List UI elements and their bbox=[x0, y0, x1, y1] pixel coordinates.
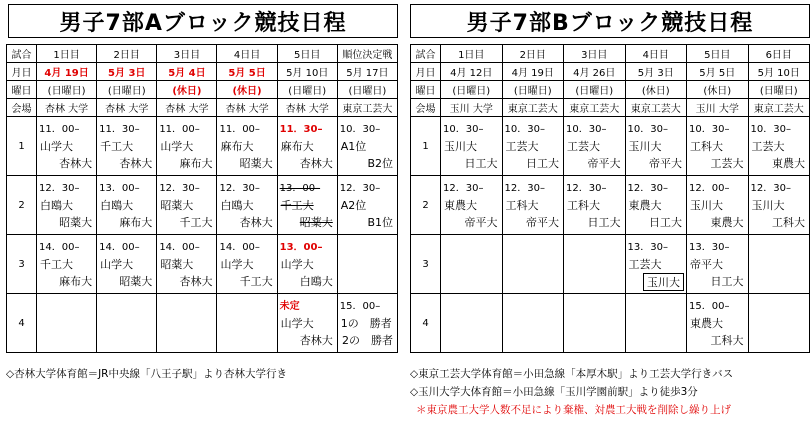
match-cell bbox=[37, 235, 97, 294]
match-time: 13．00– bbox=[279, 183, 321, 194]
header-cell: 5月 3日 bbox=[625, 63, 687, 81]
match-time: 14．00– bbox=[39, 242, 80, 253]
team-a: 玉川大 bbox=[444, 140, 477, 153]
match-time: 12．30– bbox=[39, 183, 80, 194]
team-a: 麻布大 bbox=[220, 140, 254, 153]
match-time: 11．00– bbox=[39, 124, 80, 135]
match-cell-content bbox=[97, 235, 156, 293]
header-cell: 玉川 大学 bbox=[441, 99, 503, 117]
match-time: 未定 bbox=[279, 301, 300, 312]
team-b: 日工大 bbox=[587, 216, 621, 229]
header-cell: (日曜日) bbox=[37, 81, 97, 99]
match-time: 15．00– bbox=[689, 301, 730, 312]
match-cell bbox=[687, 294, 749, 353]
match-cell-content bbox=[217, 294, 276, 352]
match-cell bbox=[502, 235, 564, 294]
team-a: 玉川大 bbox=[628, 140, 662, 153]
match-cell bbox=[564, 235, 626, 294]
match-cell-content bbox=[278, 117, 337, 175]
match-cell bbox=[337, 235, 397, 294]
match-cell-content bbox=[157, 235, 216, 293]
header-cell: 杏林 大学 bbox=[97, 99, 157, 117]
match-time: 10．30– bbox=[750, 124, 791, 135]
team-b: 帝平大 bbox=[587, 157, 621, 170]
match-cell-content bbox=[441, 235, 502, 293]
block-a-title: 男子7部Aブロック競技日程 bbox=[8, 4, 398, 38]
team-b: 2の 勝者 bbox=[342, 334, 393, 347]
header-cell: (日曜日) bbox=[502, 81, 564, 99]
match-number: 4 bbox=[411, 294, 441, 353]
team-b: 杏林大 bbox=[59, 157, 93, 170]
match-time: 15．00– bbox=[339, 301, 381, 312]
match-time: 13．30– bbox=[689, 242, 730, 253]
match-cell bbox=[97, 235, 157, 294]
row-label: 月日 bbox=[7, 63, 37, 81]
match-row bbox=[411, 235, 810, 294]
team-b: B1位 bbox=[367, 216, 393, 229]
team-a: 山学大 bbox=[280, 258, 314, 271]
match-time: 12．30– bbox=[159, 183, 200, 194]
team-b: 玉川大 bbox=[643, 273, 684, 291]
match-time: 12．30– bbox=[627, 183, 668, 194]
header-cell: (休日) bbox=[687, 81, 749, 99]
team-b: 昭薬大 bbox=[299, 216, 333, 229]
team-b: 帝平大 bbox=[649, 157, 682, 170]
team-a: A2位 bbox=[340, 199, 367, 212]
match-cell-content bbox=[626, 235, 687, 293]
block-b-note-2: ◇玉川大学大体育館＝小田急線「玉川学園前駅」より徒歩3分 bbox=[410, 386, 698, 398]
team-b: 昭薬大 bbox=[239, 157, 273, 170]
header-cell: 5日目 bbox=[277, 45, 337, 63]
match-cell bbox=[441, 117, 503, 176]
match-cell bbox=[97, 294, 157, 353]
row-label: 試合 bbox=[7, 45, 37, 63]
match-cell-content bbox=[564, 235, 625, 293]
match-cell-content bbox=[749, 176, 810, 234]
team-a: 東農大 bbox=[628, 199, 662, 212]
team-a: 工芸大 bbox=[751, 140, 785, 153]
match-cell bbox=[337, 176, 397, 235]
team-b: 工科大 bbox=[772, 216, 805, 229]
match-number: 1 bbox=[7, 117, 37, 176]
weekday-header-row bbox=[411, 81, 810, 99]
row-label: 曜日 bbox=[411, 81, 441, 99]
match-cell-content bbox=[278, 235, 337, 293]
header-cell: 1日目 bbox=[441, 45, 503, 63]
header-cell: 4日目 bbox=[217, 45, 277, 63]
header-cell: 順位決定戦 bbox=[337, 45, 397, 63]
match-time: 10．30– bbox=[627, 124, 668, 135]
header-cell: 5月 10日 bbox=[277, 63, 337, 81]
header-cell: 6日目 bbox=[748, 45, 810, 63]
block-b bbox=[406, 0, 812, 428]
header-cell: 5月 4日 bbox=[157, 63, 217, 81]
match-number: 4 bbox=[7, 294, 37, 353]
match-cell bbox=[748, 235, 810, 294]
team-b: 麻布大 bbox=[119, 216, 153, 229]
team-a: 千工大 bbox=[100, 140, 134, 153]
header-cell: 杏林 大学 bbox=[277, 99, 337, 117]
match-cell bbox=[441, 294, 503, 353]
match-cell-content bbox=[564, 294, 625, 352]
team-b: 日工大 bbox=[526, 157, 559, 170]
header-cell: 杏林 大学 bbox=[37, 99, 97, 117]
header-cell: 東京工芸大 bbox=[502, 99, 564, 117]
block-a bbox=[0, 0, 400, 428]
header-cell: (日曜日) bbox=[277, 81, 337, 99]
team-a: 白鴎大 bbox=[220, 199, 254, 212]
header-cell: 4月 19日 bbox=[37, 63, 97, 81]
header-cell: (休日) bbox=[625, 81, 687, 99]
team-a: 帝平大 bbox=[690, 258, 723, 271]
match-time: 12．30– bbox=[219, 183, 260, 194]
match-cell-content bbox=[441, 294, 502, 352]
match-row bbox=[411, 176, 810, 235]
match-cell-content bbox=[626, 176, 687, 234]
match-cell-content bbox=[278, 294, 337, 352]
match-cell bbox=[217, 176, 277, 235]
match-time: 11．00– bbox=[219, 124, 260, 135]
match-cell bbox=[564, 294, 626, 353]
team-a: A1位 bbox=[340, 140, 367, 153]
header-cell: 4日目 bbox=[625, 45, 687, 63]
match-cell-content bbox=[503, 117, 564, 175]
block-b-schedule-table bbox=[410, 44, 810, 353]
team-b: 杏林大 bbox=[299, 157, 333, 170]
match-cell bbox=[564, 117, 626, 176]
team-a: 工芸大 bbox=[505, 140, 539, 153]
header-cell: (日曜日) bbox=[441, 81, 503, 99]
match-cell bbox=[37, 176, 97, 235]
team-b: 帝平大 bbox=[526, 216, 559, 229]
match-row bbox=[411, 117, 810, 176]
match-cell-content bbox=[687, 294, 748, 352]
team-a: 玉川大 bbox=[690, 199, 723, 212]
header-cell: (休日) bbox=[217, 81, 277, 99]
match-number: 3 bbox=[7, 235, 37, 294]
team-b: 東農大 bbox=[772, 157, 805, 170]
match-cell-content bbox=[97, 176, 156, 234]
block-a-note: ◇杏林大学体育館＝JR中央線「八王子駅」より杏林大学行き bbox=[6, 368, 287, 380]
header-cell: 4月 26日 bbox=[564, 63, 626, 81]
match-cell-content bbox=[278, 176, 337, 234]
match-cell bbox=[337, 294, 397, 353]
match-cell-content bbox=[157, 117, 216, 175]
match-cell-content bbox=[441, 117, 502, 175]
block-b-title: 男子7部Bブロック競技日程 bbox=[410, 4, 810, 38]
team-a: 工科大 bbox=[690, 140, 723, 153]
team-a: 玉川大 bbox=[751, 199, 785, 212]
match-time: 14．00– bbox=[159, 242, 200, 253]
match-row bbox=[7, 294, 398, 353]
venue-header-row bbox=[411, 99, 810, 117]
block-a-schedule-table bbox=[6, 44, 398, 353]
match-time: 13．30– bbox=[627, 242, 668, 253]
team-b: 日工大 bbox=[464, 157, 498, 170]
header-cell: (日曜日) bbox=[748, 81, 810, 99]
header-cell: 5月 5日 bbox=[687, 63, 749, 81]
match-cell-content bbox=[37, 294, 96, 352]
match-cell-content bbox=[157, 294, 216, 352]
team-a: 工芸大 bbox=[567, 140, 600, 153]
team-a: 工科大 bbox=[567, 199, 600, 212]
match-cell-content bbox=[338, 294, 397, 352]
header-cell: 4月 12日 bbox=[441, 63, 503, 81]
match-cell-content bbox=[626, 294, 687, 352]
header-cell: 東京工芸大 bbox=[564, 99, 626, 117]
match-cell bbox=[687, 117, 749, 176]
date-header-row bbox=[7, 63, 398, 81]
team-a: 山学大 bbox=[280, 317, 314, 330]
row-label: 試合 bbox=[411, 45, 441, 63]
team-b: 杏林大 bbox=[179, 275, 213, 288]
header-cell: 5月 3日 bbox=[97, 63, 157, 81]
match-cell-content bbox=[687, 235, 748, 293]
match-cell bbox=[277, 294, 337, 353]
team-a: 東農大 bbox=[690, 317, 723, 330]
row-label: 会場 bbox=[411, 99, 441, 117]
match-cell-content bbox=[338, 176, 397, 234]
match-cell bbox=[748, 176, 810, 235]
match-time: 12．00– bbox=[689, 183, 730, 194]
header-cell: 5日目 bbox=[687, 45, 749, 63]
match-time: 10．30– bbox=[504, 124, 545, 135]
team-b: 日工大 bbox=[649, 216, 682, 229]
header-cell: 3日目 bbox=[564, 45, 626, 63]
match-cell bbox=[625, 117, 687, 176]
match-header-row bbox=[7, 45, 398, 63]
venue-header-row bbox=[7, 99, 398, 117]
header-cell: 4月 19日 bbox=[502, 63, 564, 81]
match-cell bbox=[217, 294, 277, 353]
match-cell-content bbox=[97, 117, 156, 175]
match-cell bbox=[157, 235, 217, 294]
match-cell bbox=[97, 176, 157, 235]
team-b: 帝平大 bbox=[464, 216, 498, 229]
match-cell-content bbox=[503, 294, 564, 352]
match-time: 13．00– bbox=[99, 183, 140, 194]
match-cell bbox=[625, 176, 687, 235]
match-cell bbox=[748, 294, 810, 353]
match-cell bbox=[441, 176, 503, 235]
match-time: 12．30– bbox=[750, 183, 791, 194]
match-cell bbox=[564, 176, 626, 235]
match-cell-content bbox=[564, 176, 625, 234]
match-cell-content bbox=[749, 294, 810, 352]
match-cell-content bbox=[338, 235, 397, 293]
match-cell bbox=[625, 294, 687, 353]
match-cell-content bbox=[503, 176, 564, 234]
header-cell: (日曜日) bbox=[337, 81, 397, 99]
match-row bbox=[411, 294, 810, 353]
match-cell-content bbox=[564, 117, 625, 175]
team-b: 工芸大 bbox=[710, 157, 744, 170]
header-cell: 5月 17日 bbox=[337, 63, 397, 81]
match-time: 10．30– bbox=[339, 124, 381, 135]
block-b-note-1: ◇東京工芸大学体育館＝小田急線「本厚木駅」より工芸大学行きバス bbox=[410, 368, 734, 380]
team-a: 工芸大 bbox=[628, 258, 662, 271]
match-time: 12．30– bbox=[566, 183, 607, 194]
team-a: 千工大 bbox=[40, 258, 73, 271]
match-cell bbox=[502, 117, 564, 176]
team-b: 麻布大 bbox=[179, 157, 213, 170]
header-cell: 1日目 bbox=[37, 45, 97, 63]
team-a: 1の 勝者 bbox=[340, 317, 392, 330]
team-a: 山学大 bbox=[160, 140, 194, 153]
match-time: 12．30– bbox=[443, 183, 484, 194]
team-a: 白鴎大 bbox=[100, 199, 134, 212]
team-a: 麻布大 bbox=[280, 140, 314, 153]
match-cell bbox=[37, 294, 97, 353]
header-cell: (休日) bbox=[157, 81, 217, 99]
match-time: 13．00– bbox=[279, 242, 323, 253]
team-b: 千工大 bbox=[179, 216, 213, 229]
match-cell bbox=[748, 117, 810, 176]
match-row bbox=[7, 235, 398, 294]
match-cell-content bbox=[626, 117, 687, 175]
match-number: 3 bbox=[411, 235, 441, 294]
match-row bbox=[7, 176, 398, 235]
header-cell: 杏林 大学 bbox=[157, 99, 217, 117]
match-cell bbox=[157, 176, 217, 235]
match-time: 12．30– bbox=[339, 183, 381, 194]
header-cell: 2日目 bbox=[97, 45, 157, 63]
match-cell-content bbox=[217, 176, 276, 234]
team-b: B2位 bbox=[367, 157, 393, 170]
match-cell bbox=[157, 294, 217, 353]
match-time: 11．30– bbox=[99, 124, 140, 135]
match-number: 2 bbox=[7, 176, 37, 235]
weekday-header-row bbox=[7, 81, 398, 99]
match-cell-content bbox=[749, 117, 810, 175]
match-cell-content bbox=[217, 117, 276, 175]
team-a: 工科大 bbox=[505, 199, 539, 212]
team-b: 昭薬大 bbox=[119, 275, 153, 288]
header-cell: 杏林 大学 bbox=[217, 99, 277, 117]
match-cell-content bbox=[157, 176, 216, 234]
match-time: 11．00– bbox=[159, 124, 200, 135]
date-header-row bbox=[411, 63, 810, 81]
match-cell bbox=[277, 117, 337, 176]
match-cell-content bbox=[217, 235, 276, 293]
header-cell: 玉川 大学 bbox=[687, 99, 749, 117]
match-cell bbox=[277, 235, 337, 294]
header-cell: 東京工芸大 bbox=[337, 99, 397, 117]
team-b: 東農大 bbox=[710, 216, 744, 229]
match-cell bbox=[157, 117, 217, 176]
match-cell bbox=[502, 176, 564, 235]
match-cell bbox=[37, 117, 97, 176]
match-cell bbox=[217, 117, 277, 176]
match-cell-content bbox=[37, 176, 96, 234]
match-cell bbox=[625, 235, 687, 294]
row-label: 月日 bbox=[411, 63, 441, 81]
match-cell bbox=[441, 235, 503, 294]
match-header-row bbox=[411, 45, 810, 63]
match-time: 14．00– bbox=[219, 242, 260, 253]
header-cell: (日曜日) bbox=[564, 81, 626, 99]
match-row bbox=[7, 117, 398, 176]
row-label: 会場 bbox=[7, 99, 37, 117]
match-cell bbox=[337, 117, 397, 176]
header-cell: 2日目 bbox=[502, 45, 564, 63]
match-number: 2 bbox=[411, 176, 441, 235]
team-b: 日工大 bbox=[710, 275, 744, 288]
team-b: 工科大 bbox=[710, 334, 744, 347]
team-a: 千工大 bbox=[280, 199, 314, 212]
header-cell: (日曜日) bbox=[97, 81, 157, 99]
row-label: 曜日 bbox=[7, 81, 37, 99]
match-cell-content bbox=[687, 117, 748, 175]
match-cell bbox=[217, 235, 277, 294]
block-b-note-warning: ＊東京農工大学人数不足により棄権、対農工大戦を削除し繰り上げ bbox=[416, 404, 731, 416]
team-a: 山学大 bbox=[100, 258, 134, 271]
match-cell bbox=[97, 117, 157, 176]
match-cell-content bbox=[37, 117, 96, 175]
match-cell-content bbox=[37, 235, 96, 293]
team-a: 山学大 bbox=[220, 258, 254, 271]
team-b: 千工大 bbox=[239, 275, 273, 288]
match-time: 11．30– bbox=[279, 124, 323, 135]
team-b: 麻布大 bbox=[59, 275, 93, 288]
header-cell: 3日目 bbox=[157, 45, 217, 63]
header-cell: 5月 5日 bbox=[217, 63, 277, 81]
team-a: 白鴎大 bbox=[40, 199, 73, 212]
team-a: 昭薬大 bbox=[160, 199, 194, 212]
team-b: 白鴎大 bbox=[299, 275, 333, 288]
match-number: 1 bbox=[411, 117, 441, 176]
match-cell-content bbox=[97, 294, 156, 352]
match-cell bbox=[277, 176, 337, 235]
header-cell: 東京工芸大 bbox=[748, 99, 810, 117]
match-time: 10．30– bbox=[689, 124, 730, 135]
match-cell-content bbox=[441, 176, 502, 234]
match-time: 12．30– bbox=[504, 183, 545, 194]
match-cell-content bbox=[338, 117, 397, 175]
match-cell-content bbox=[749, 235, 810, 293]
header-cell: 5月 10日 bbox=[748, 63, 810, 81]
match-time: 10．30– bbox=[443, 124, 484, 135]
team-b: 杏林大 bbox=[239, 216, 273, 229]
team-b: 昭薬大 bbox=[59, 216, 93, 229]
match-cell bbox=[502, 294, 564, 353]
header-cell: 東京工芸大 bbox=[625, 99, 687, 117]
team-b: 杏林大 bbox=[119, 157, 153, 170]
match-time: 10．30– bbox=[566, 124, 607, 135]
team-a: 山学大 bbox=[40, 140, 73, 153]
team-b: 杏林大 bbox=[299, 334, 333, 347]
match-cell-content bbox=[503, 235, 564, 293]
team-a: 昭薬大 bbox=[160, 258, 194, 271]
match-time: 14．00– bbox=[99, 242, 140, 253]
match-cell-content bbox=[687, 176, 748, 234]
match-cell bbox=[687, 235, 749, 294]
team-a: 東農大 bbox=[444, 199, 477, 212]
match-cell bbox=[687, 176, 749, 235]
